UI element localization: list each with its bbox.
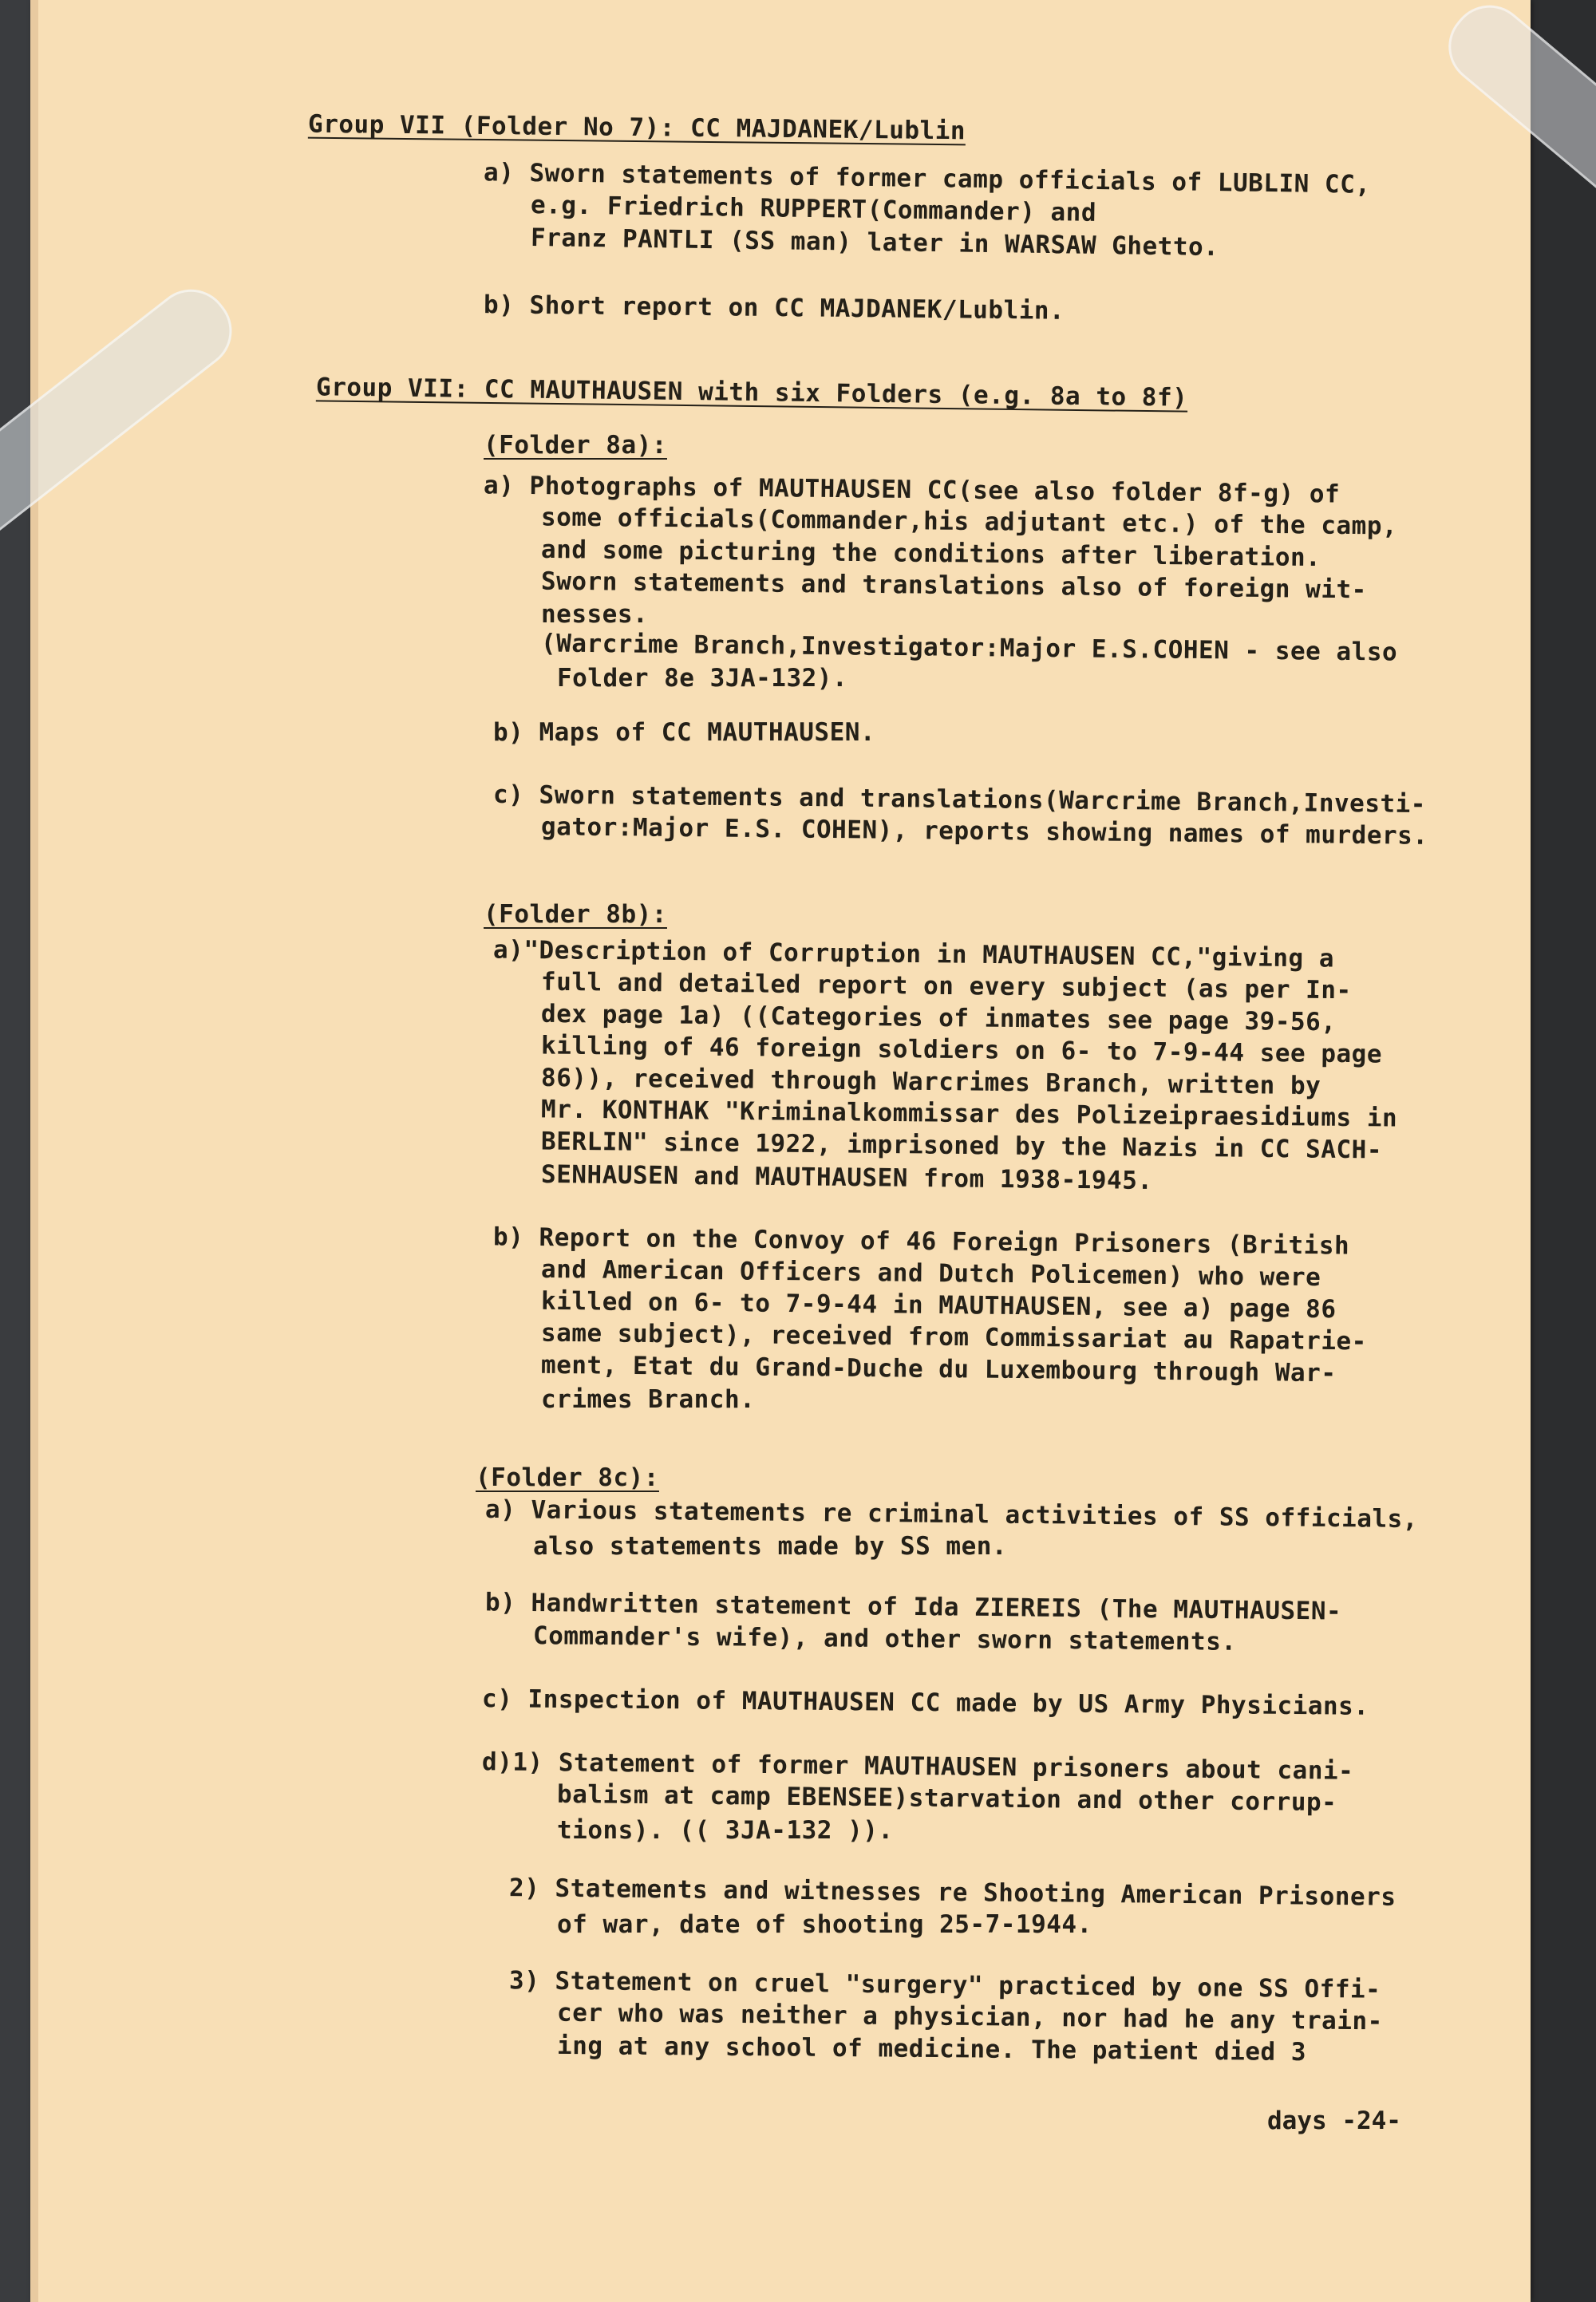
text-line: d)1) Statement of former MAUTHAUSEN prisoners about cani- <box>481 1747 1354 1786</box>
text-line: gator:Major E.S. COHEN), reports showing names of murders. <box>540 812 1428 851</box>
text-line: same subject), received from Commissariat au Rapatrie- <box>540 1318 1368 1356</box>
text-line: killed on 6- to 7-9-44 in MAUTHAUSEN, see a) page 86 <box>540 1286 1337 1325</box>
text-line: c) Inspection of MAUTHAUSEN CC made by US Army Physicians. <box>481 1684 1369 1721</box>
text-line: a)"Description of Corruption in MAUTHAUSEN CC,"giving a <box>492 935 1335 973</box>
text-line: b) Report on the Convoy of 46 Foreign Prisoners (British <box>492 1222 1350 1261</box>
text-line: Franz PANTLI (SS man) later in WARSAW Ghetto. <box>530 223 1219 263</box>
text-line: a) Photographs of MAUTHAUSEN CC(see also folder 8f-g) of <box>483 471 1341 509</box>
document-page <box>30 0 1531 2302</box>
text-line: dex page 1a) ((Categories of inmates see page 39-56, <box>540 999 1337 1037</box>
heading-folder-8c: (Folder 8c): <box>476 1463 659 1492</box>
text-line: SENHAUSEN and MAUTHAUSEN from 1938-1945. <box>540 1159 1153 1196</box>
text-line: (Warcrime Branch,Investigator:Major E.S.COHEN - see also <box>540 629 1398 667</box>
text-line: Commander's wife), and other sworn statements. <box>532 1621 1237 1656</box>
heading-folder-8b: (Folder 8b): <box>484 900 667 929</box>
text-line: b) Handwritten statement of Ida ZIEREIS (The MAUTHAUSEN- <box>484 1588 1342 1626</box>
text-line: some officials(Commander,his adjutant etc.) of the camp, <box>540 503 1398 541</box>
text-line: 2) Statements and witnesses re Shooting American Prisoners <box>508 1874 1396 1912</box>
text-line: e.g. Friedrich RUPPERT(Commander) and <box>530 191 1097 227</box>
text-line: Mr. KONTHAK "Kriminalkommissar des Polizeipraesidiums in <box>540 1095 1398 1133</box>
text-line: b) Short report on CC MAJDANEK/Lublin. <box>483 290 1065 326</box>
text-line: full and detailed report on every subject (as per In- <box>540 967 1352 1005</box>
page-number-footer: days -24- <box>1267 2107 1401 2135</box>
text-line: ing at any school of medicine. The patient died 3 <box>556 2031 1307 2067</box>
page-edge <box>30 0 38 2302</box>
heading-folder-8a: (Folder 8a): <box>484 431 667 460</box>
background-strip <box>1527 0 1596 2302</box>
text-line: 3) Statement on cruel "surgery" practiced by one SS Offi- <box>508 1966 1381 2004</box>
text-line: balism at camp EBENSEE)starvation and other corrup- <box>556 1779 1337 1818</box>
text-line: also statements made by SS men. <box>533 1532 1008 1561</box>
text-line: a) Various statements re criminal activities of SS officials, <box>484 1495 1419 1534</box>
text-line: crimes Branch. <box>541 1385 756 1414</box>
text-line: ment, Etat du Grand-Duche du Luxembourg through War- <box>540 1350 1337 1388</box>
text-line: BERLIN" since 1922, imprisoned by the Nazis in CC SACH- <box>540 1127 1383 1165</box>
text-line: 86)), received through Warcrimes Branch, written by <box>540 1063 1321 1101</box>
text-line: c) Sworn statements and translations(Warcrime Branch,Investi- <box>492 780 1427 819</box>
text-line: and some picturing the conditions after liberation. <box>540 535 1321 573</box>
text-line: nesses. <box>541 600 649 629</box>
text-line: Folder 8e 3JA-132). <box>557 664 848 693</box>
text-line: a) Sworn statements of former camp officials of LUBLIN CC, <box>483 158 1371 199</box>
text-line: b) Maps of CC MAUTHAUSEN. <box>493 718 876 747</box>
heading-group-vii-majdanek: Group VII (Folder No 7): CC MAJDANEK/Lublin <box>307 109 966 146</box>
text-line: cer who was neither a physician, nor had he any train- <box>556 1998 1384 2036</box>
text-line: and American Officers and Dutch Policemen) who were <box>540 1254 1321 1293</box>
text-line: killing of 46 foreign soldiers on 6- to 7-9-44 see page <box>540 1031 1383 1069</box>
heading-group-vii-mauthausen: Group VII: CC MAUTHAUSEN with six Folders (e.g. 8a to 8f) <box>315 373 1188 413</box>
text-line: of war, date of shooting 25-7-1944. <box>557 1910 1092 1939</box>
text-line: tions). (( 3JA-132 )). <box>557 1816 894 1845</box>
text-line: Sworn statements and translations also of foreign wit- <box>540 567 1368 605</box>
